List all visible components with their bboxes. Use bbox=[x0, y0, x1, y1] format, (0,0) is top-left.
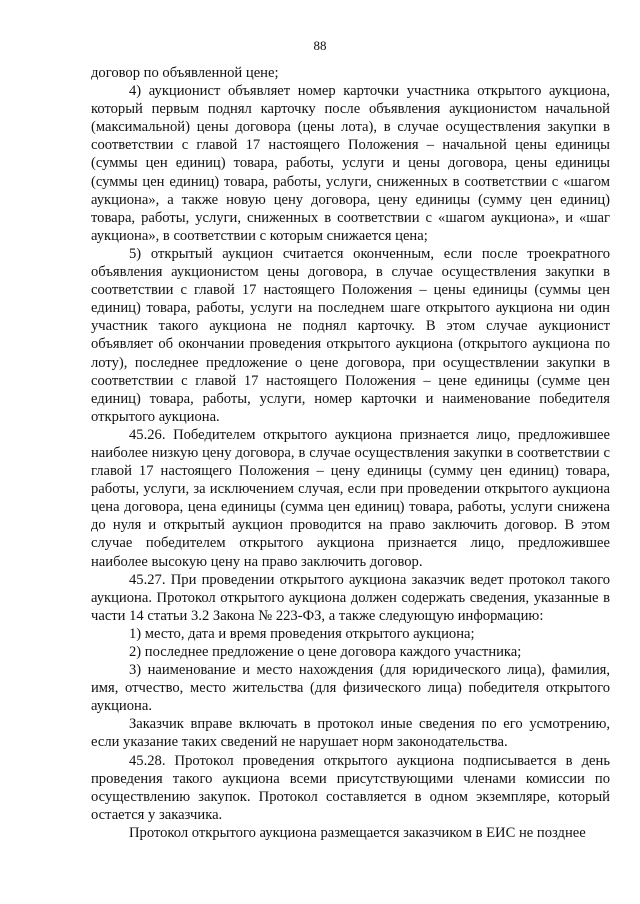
paragraph-item-4: 4) аукционист объявляет номер карточки участника открытого аукциона, который первым поднял карточку после объявления аукционистом начальной (максимальной) цены договора (цены лота), в случае осуществления закупки в соответствии с главой 17 настоящего Положения – начальной цены единицы (суммы цен единиц) товара, работы, услуги и цены договора, цены единицы (суммы цен единиц) товара, работы, услуги, сниженных в соответствии с «шагом аукциона», а также новую цену договора, цену единицы (сумму цен единиц) товара, работы, услуги, сниженных в соответствии с «шагом аукциона», и «шаг аукциона», в соответствии с которым снижается цена; bbox=[91, 83, 610, 244]
paragraph-item-5: 5) открытый аукцион считается оконченным, если после троекратного объявления аукционистом цены договора, в случае осуществления закупки в соответствии с главой 17 настоящего Положения – цены единицы (суммы цен единиц) товара, работы, услуги на последнем шаге открытого аукциона ни один участник такого аукциона не поднял карточку. В этом случае аукционист объявляет об окончании проведения открытого аукциона (открытого аукциона по лоту), последнее предложение о цене договора, при осуществлении закупки в соответствии с главой 17 настоящего Положения – цене единицы (сумме цен единиц) товара, работы, услуги, номер карточки и наименование победителя открытого аукциона. bbox=[91, 245, 610, 425]
paragraph-45-26: 45.26. Победителем открытого аукциона признается лицо, предложившее наиболее низкую цену договора, в случае осуществления закупки в соответствии с главой 17 настоящего Положения – цену единицы (сумму цен единиц) товара, работы, услуги, за исключением случая, если при проведении открытого аукциона цена договора, цена единицы (сумма цен единиц) товара, работы, услуги снижена до нуля и открытый аукцион проводится на право заключить договор. В этом случае победителем открытого аукциона признается лицо, предложившее наиболее высокую цену на право заключить договор. bbox=[91, 426, 610, 570]
paragraph-contract-price: договор по объявленной цене; bbox=[91, 65, 279, 81]
paragraph-additional-info: Заказчик вправе включать в протокол иные сведения по его усмотрению, если указание таких сведений не нарушает норм законодательства. bbox=[91, 716, 610, 751]
page-number: 88 bbox=[313, 38, 327, 53]
paragraph-45-28: 45.28. Протокол проведения открытого аукциона подписывается в день проведения такого аукциона всеми присутствующими членами комиссии по осуществлению закупок. Протокол составляется в одном экземпляре, который остается у заказчика. bbox=[91, 752, 610, 823]
list-item-3: 3) наименование и место нахождения (для юридического лица), фамилия, имя, отчество, место жительства (для физического лица) победителя открытого аукциона. bbox=[91, 662, 610, 715]
paragraph-45-27: 45.27. При проведении открытого аукциона заказчик ведет протокол такого аукциона. Протокол открытого аукциона должен содержать сведения, указанные в части 14 статьи 3.2 Закона № 223-ФЗ, а также следующую информацию: bbox=[91, 571, 610, 624]
list-item-2: 2) последнее предложение о цене договора каждого участника; bbox=[129, 644, 522, 660]
list-item-1: 1) место, дата и время проведения открытого аукциона; bbox=[129, 625, 475, 642]
paragraph-eis-publication: Протокол открытого аукциона размещается заказчиком в ЕИС не позднее bbox=[129, 824, 586, 841]
document-body bbox=[91, 64, 610, 842]
